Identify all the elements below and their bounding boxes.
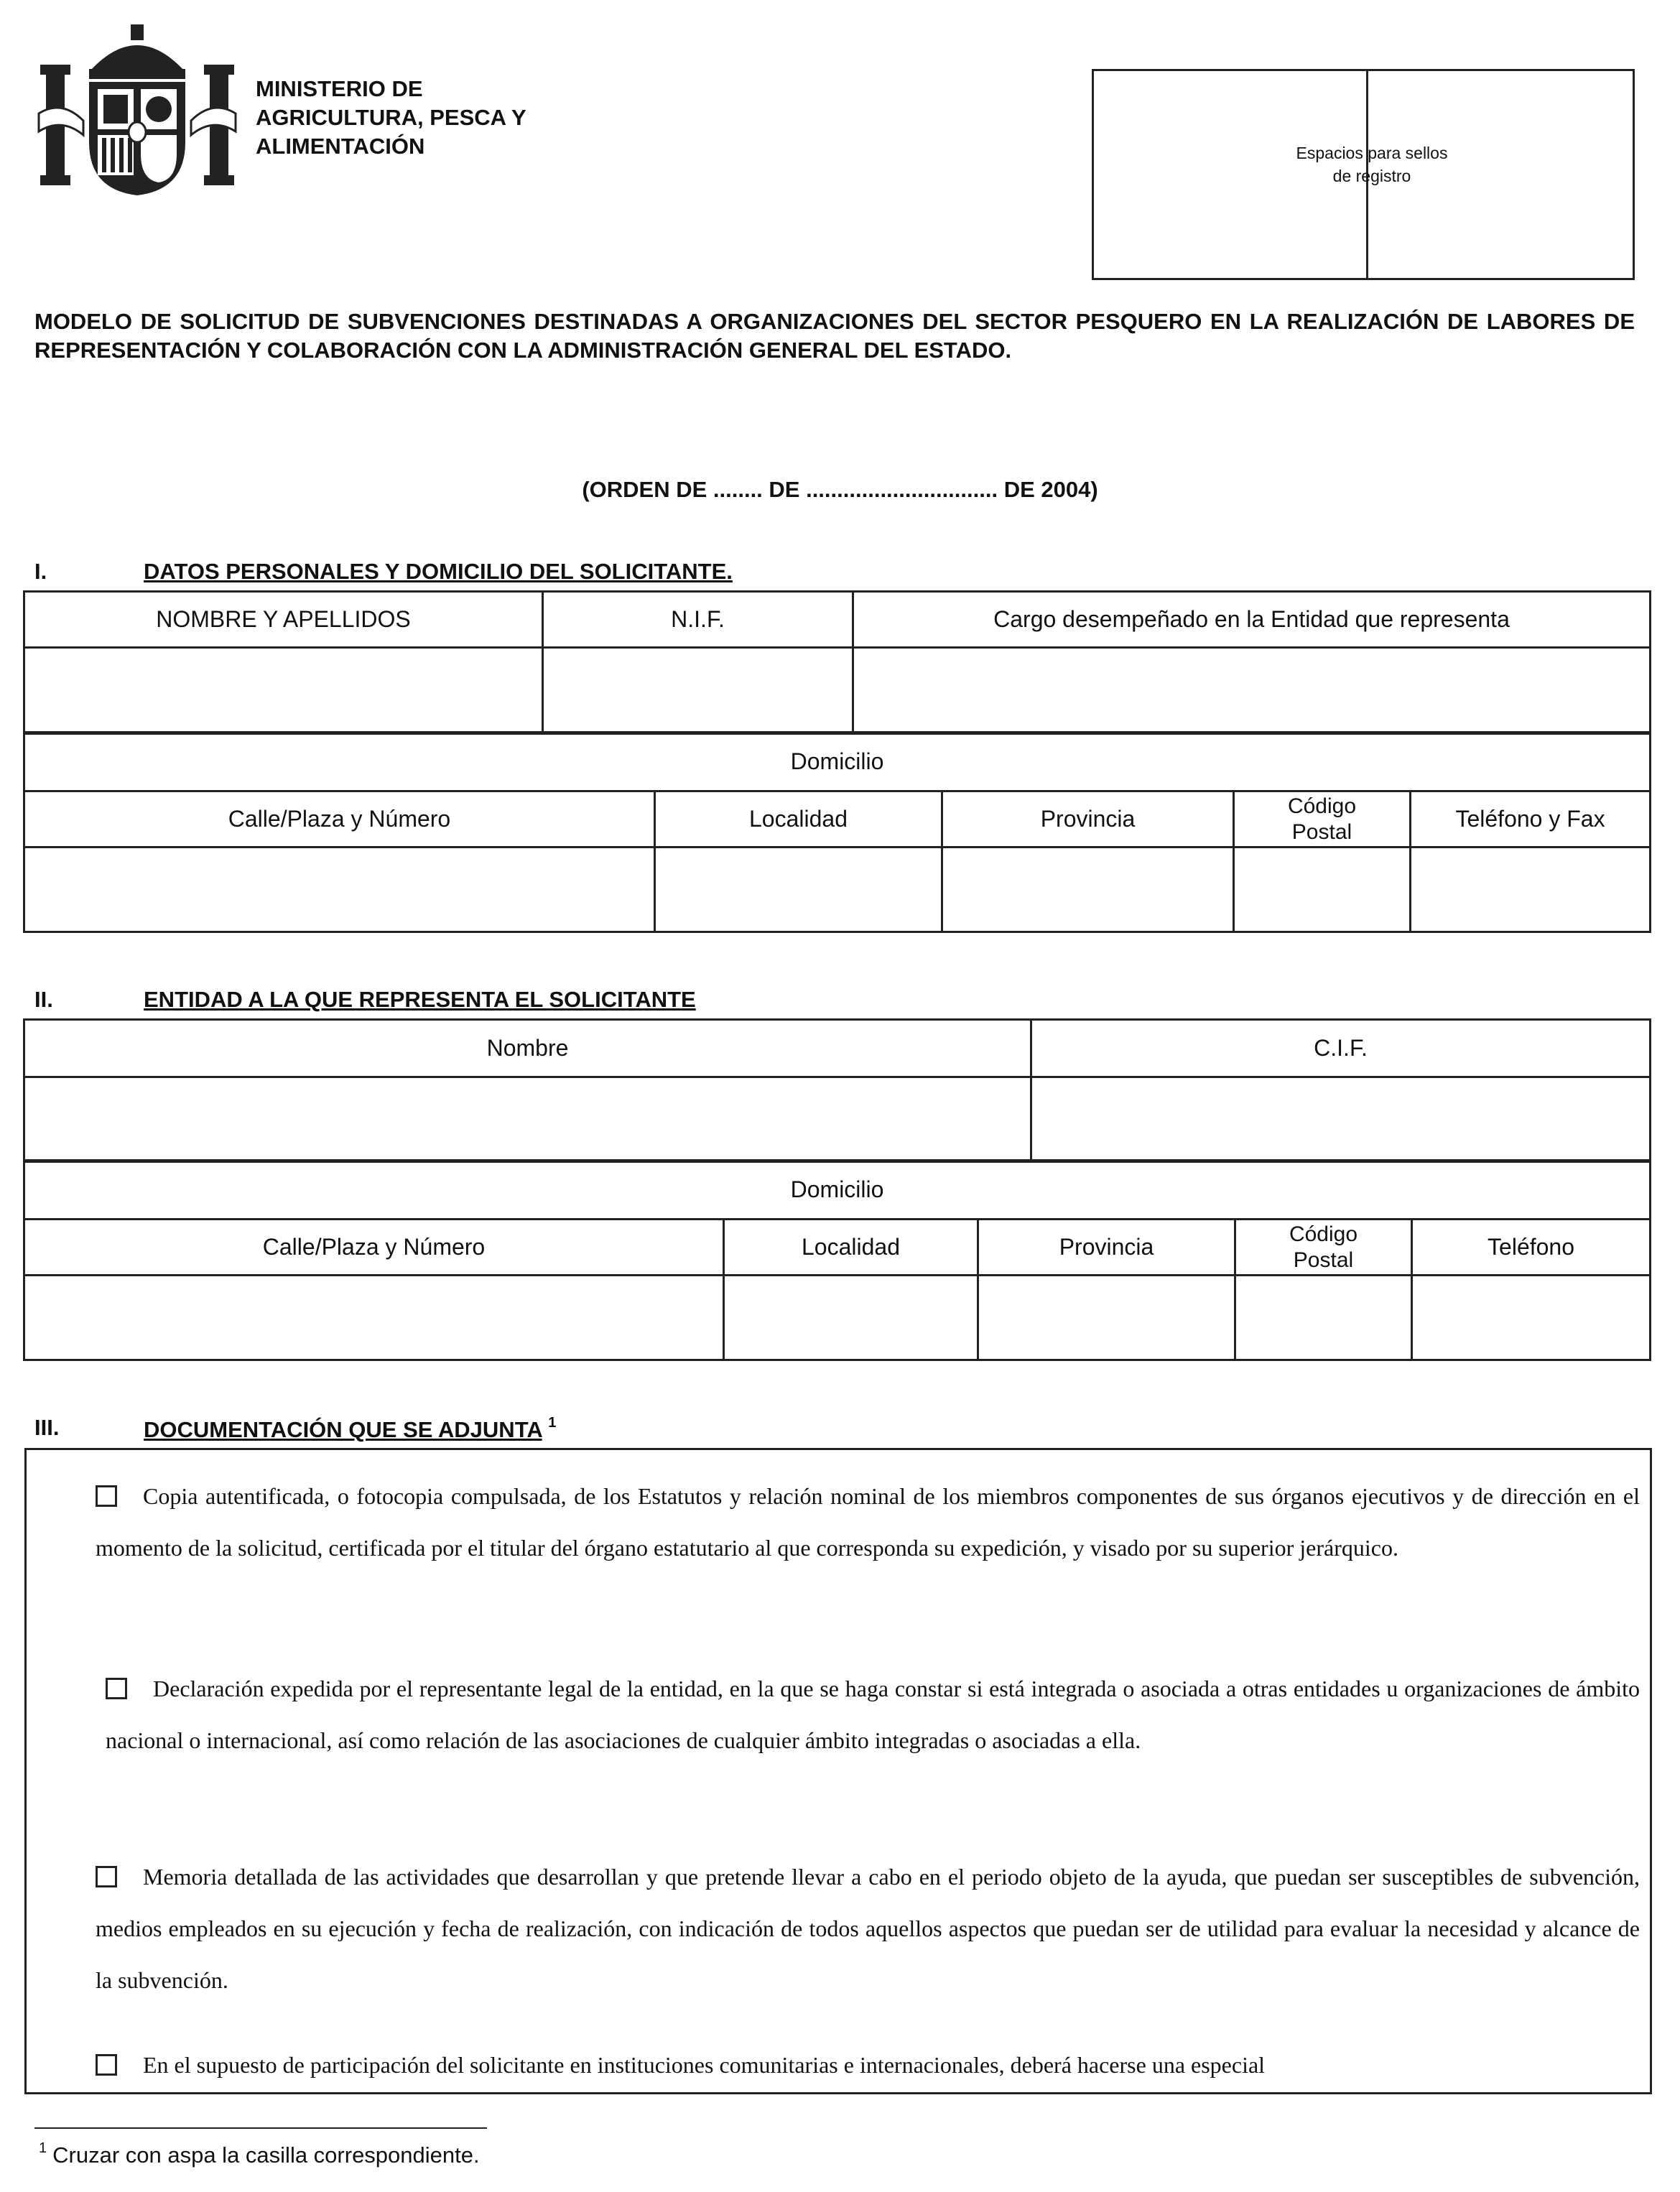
footnote-text: Cruzar con aspa la casilla correspondiente. [52,2142,480,2168]
ministry-line-1: MINISTERIO DE [256,76,423,101]
header-domicilio: Domicilio [24,733,1651,791]
section-2-heading [0,987,1680,1016]
input-cif[interactable] [1031,1077,1651,1162]
header-entidad-codigo-line-2: Postal [1293,1248,1354,1272]
applicant-personal-table [23,590,1651,735]
doc-item-3 [96,1851,1640,2006]
header-entidad-telefono: Teléfono [1412,1220,1651,1276]
header-entidad-codigo-line-1: Código [1289,1222,1358,1246]
doc-item-4-text: En el supuesto de participación del solicitante en instituciones comunitarias e internacionales, deberá hacerse una especial [143,2052,1266,2078]
checkbox-declaracion[interactable] [106,1678,127,1699]
header-cif: C.I.F. [1031,1020,1651,1077]
header-entidad-calle: Calle/Plaza y Número [24,1220,724,1276]
section-3-heading [0,1415,1680,1444]
input-entidad-telefono[interactable] [1412,1276,1651,1360]
entity-table [23,1018,1651,1163]
stamp-label-line-2: de registro [1332,167,1411,185]
form-title: MODELO DE SOLICITUD DE SUBVENCIONES DESTINADAS A ORGANIZACIONES DEL SECTOR PESQUERO EN LA REALIZACIÓN DE LABORES DE REPRESENTACIÓN Y COLABORACIÓN CON LA ADMINISTRACIÓN GENERAL DEL ESTADO. [34,309,1635,363]
input-codigo-postal[interactable] [1234,847,1411,932]
order-reference: (ORDEN DE ........ DE ............................... DE 2004) [582,477,1098,502]
section-2-title: ENTIDAD A LA QUE REPRESENTA EL SOLICITANTE [144,987,696,1012]
footnote-ref: 1 [548,1415,557,1431]
header-entidad-nombre: Nombre [24,1020,1031,1077]
doc-item-2-text: Declaración expedida por el representante legal de la entidad, en la que se haga constar si está integrada o asociada a otras entidades u organizaciones de ámbito nacional o internacional, así como relación de las asociaciones de cualquier ámbito integradas o asociadas a ella. [106,1676,1640,1753]
header-entidad-domicilio: Domicilio [24,1161,1651,1220]
coat-of-arms-icon [33,20,241,200]
doc-item-2 [106,1663,1640,1766]
entity-address-table [23,1159,1651,1361]
footnote-number: 1 [39,2140,47,2156]
section-3-title: DOCUMENTACIÓN QUE SE ADJUNTA [144,1417,542,1442]
header-cargo: Cargo desempeñado en la Entidad que representa [853,592,1651,648]
footnote-divider [34,2127,487,2129]
section-2-number: II. [34,987,53,1012]
checkbox-instituciones[interactable] [96,2054,117,2076]
header-provincia: Provincia [942,791,1234,847]
registry-stamp-box [1092,69,1635,280]
input-entidad-provincia[interactable] [978,1276,1235,1360]
header-telefono-fax: Teléfono y Fax [1411,791,1651,847]
header-nombre-apellidos: NOMBRE Y APELLIDOS [24,592,543,648]
input-nombre-apellidos[interactable] [24,648,543,734]
input-entidad-codigo-postal[interactable] [1235,1276,1412,1360]
header-nif: N.I.F. [543,592,853,648]
checkbox-estatutos[interactable] [96,1485,117,1507]
input-provincia[interactable] [942,847,1234,932]
applicant-address-table [23,731,1651,933]
input-cargo[interactable] [853,648,1651,734]
checkbox-memoria[interactable] [96,1866,117,1887]
doc-item-3-text: Memoria detallada de las actividades que desarrollan y que pretende llevar a cabo en el periodo objeto de la ayuda, que puedan ser susceptibles de subvención, medios empleados en su ejecución y fecha de realización, con indicación de todos aquellos aspectos que puedan ser de utilidad para evaluar la necesidad y alcance de la subvención. [96,1864,1640,1993]
input-entidad-nombre[interactable] [24,1077,1031,1162]
input-nif[interactable] [543,648,853,734]
input-telefono-fax[interactable] [1411,847,1651,932]
input-entidad-calle[interactable] [24,1276,724,1360]
ministry-line-2: AGRICULTURA, PESCA Y [256,105,526,130]
header-codigo-postal [1234,791,1411,847]
header-entidad-provincia: Provincia [978,1220,1235,1276]
documentation-box [24,1448,1652,2094]
ministry-name [256,75,526,161]
header-localidad: Localidad [655,791,942,847]
input-entidad-localidad[interactable] [724,1276,978,1360]
stamp-label-line-1: Espacios para sellos [1296,144,1448,162]
section-3-title-wrap [144,1415,556,1443]
header-calle: Calle/Plaza y Número [24,791,655,847]
section-1-title: DATOS PERSONALES Y DOMICILIO DEL SOLICITANTE. [144,559,733,584]
header-codigo-line-1: Código [1287,794,1357,818]
section-1-number: I. [34,559,47,584]
stamp-label [1282,141,1462,187]
input-localidad[interactable] [655,847,942,932]
section-3-number: III. [34,1415,60,1440]
doc-item-1 [96,1470,1640,1574]
section-1-heading [0,559,1680,588]
ministry-line-3: ALIMENTACIÓN [256,134,425,159]
header-codigo-line-2: Postal [1291,819,1352,844]
doc-item-4 [96,2039,1640,2091]
input-calle[interactable] [24,847,655,932]
header-entidad-localidad: Localidad [724,1220,978,1276]
doc-item-1-text: Copia autentificada, o fotocopia compulsada, de los Estatutos y relación nominal de los miembros componentes de sus órganos ejecutivos y de dirección en el momento de la solicitud, certificada por el titular del órgano estatutario al que corresponda su expedición, y visado por su superior jerárquico. [96,1483,1640,1561]
footnote [39,2140,480,2168]
header-entidad-codigo-postal [1235,1220,1412,1276]
